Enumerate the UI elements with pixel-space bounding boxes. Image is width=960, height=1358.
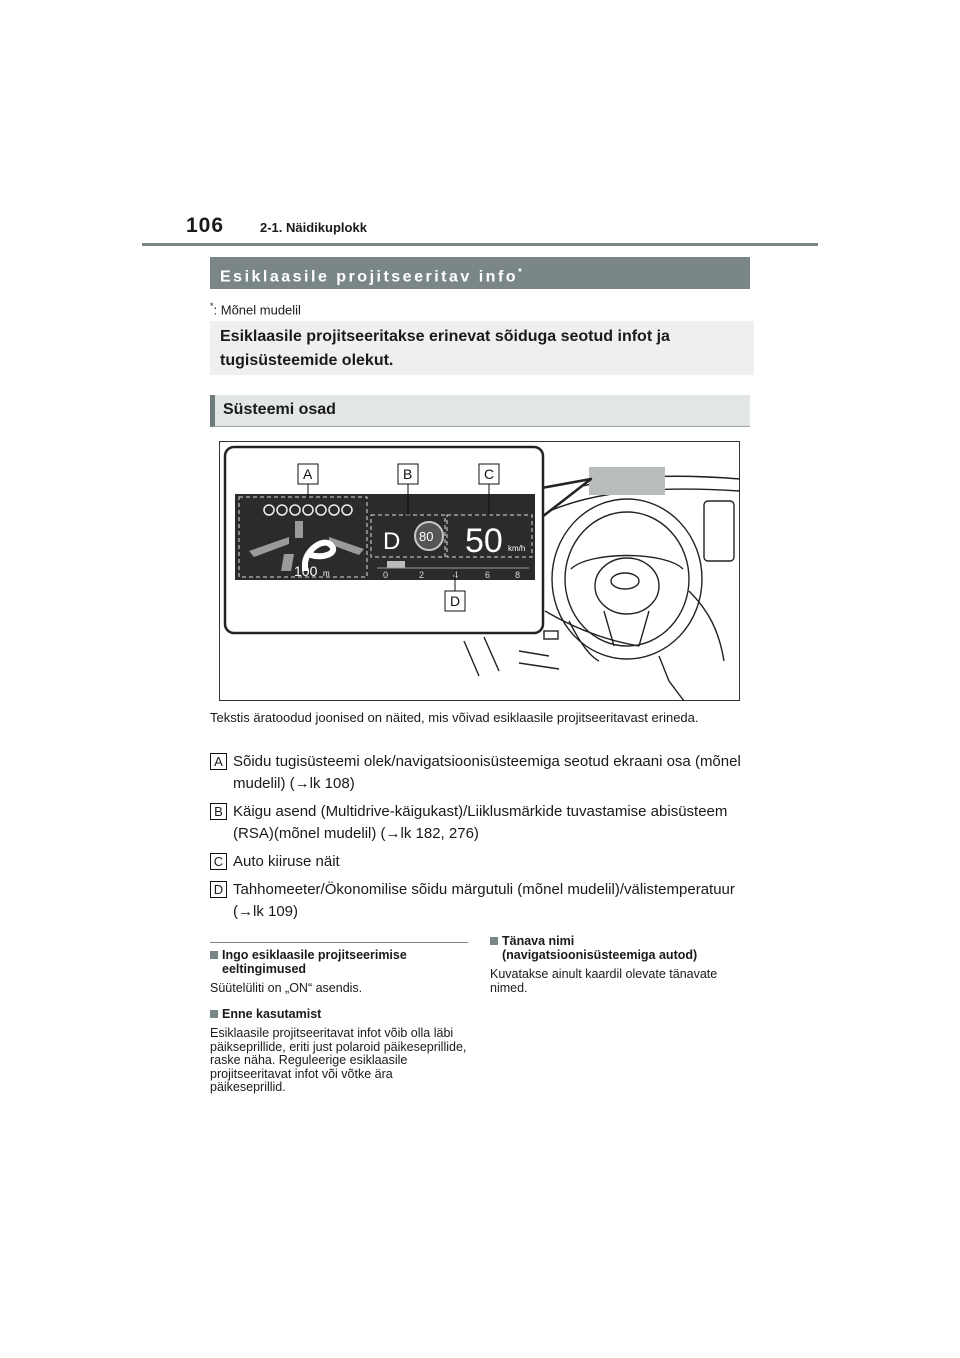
note-title: Enne kasutamist: [210, 1008, 468, 1022]
callout-d: D: [450, 593, 461, 609]
item-label: D: [210, 881, 227, 898]
footnote-text: : Mõnel mudelil: [213, 302, 301, 318]
section-title: Esiklaasile projitseeritav info: [220, 268, 519, 286]
note-text: Süütelüliti on „ON“ asendis.: [210, 981, 363, 995]
square-bullet-icon: [490, 937, 498, 945]
item-text: Sõidu tugisüsteemi olek/navigatsioonisüsteemiga seotud ekraani osa (mõnel mudelil) (→lk 108): [233, 753, 741, 792]
chapter-title: 2-1. Näidikuplokk: [260, 220, 367, 235]
section-title-mark: *: [518, 267, 522, 278]
callout-c: C: [484, 466, 495, 482]
gear-indicator: D: [383, 528, 401, 555]
note-title: Tänava nimi (navigatsioonisüsteemiga autod): [490, 935, 748, 962]
page-number: 106: [186, 214, 225, 237]
section-title-bar: [210, 257, 750, 289]
item-label: C: [210, 853, 227, 870]
item-label: A: [210, 753, 227, 770]
tach-tick-4: 4: [453, 570, 459, 580]
list-item: [210, 801, 755, 845]
tach-tick-0: 0: [383, 570, 389, 580]
list-item: [210, 879, 755, 923]
item-text: Tahhomeeter/Ökonomilise sõidu märgutuli (mõnel mudelil)/välistemperatuur (→lk 109): [233, 881, 735, 920]
column-rule: [210, 942, 468, 943]
speed-limit-sign: 80: [419, 529, 434, 544]
header-rule: [142, 243, 818, 246]
hud-figure: [219, 441, 740, 701]
callout-a: A: [303, 466, 313, 482]
note-text: Kuvatakse ainult kaardil olevate tänavate nimed.: [490, 967, 718, 995]
tach-tick-8: 8: [515, 570, 521, 580]
note-title: Ingo esiklaasile projitseerimise eeltingimused: [210, 949, 468, 976]
tach-tick-6: 6: [485, 570, 491, 580]
subsection-title: Süsteemi osad: [210, 395, 750, 427]
intro-box: Esiklaasile projitseeritakse erinevat sõiduga seotud infot ja tugisüsteemide olekut.: [210, 321, 754, 375]
item-label: B: [210, 803, 227, 820]
note-text: Esiklaasile projitseeritavat infot võib olla läbi päikseprillide, eriti just polaroid päikeseprillide, raske näha. Reguleerige esiklaasile projitseeritavat infot või võtke ära päikeseprillid.: [210, 1026, 467, 1094]
distance-value: 100: [294, 563, 318, 579]
list-item: [210, 851, 755, 873]
callout-b: B: [403, 466, 413, 482]
list-item: [210, 751, 755, 795]
distance-unit: m: [323, 569, 330, 578]
notes-left-column: [210, 942, 468, 1107]
figure-caption: Tekstis äratoodud joonised on näited, mis võivad esiklaasile projitseeritavast erineda.: [210, 710, 699, 725]
footnote: [210, 301, 301, 317]
item-text: Käigu asend (Multidrive-käigukast)/Liiklusmärkide tuvastamise abisüsteem (RSA)(mõnel mudelil) (→lk 182, 276): [233, 803, 728, 842]
notes-right-column: [490, 935, 748, 1007]
square-bullet-icon: [210, 1010, 218, 1018]
vehicle-speed: 50: [465, 522, 503, 560]
tach-tick-2: 2: [419, 570, 425, 580]
item-text: Auto kiiruse näit: [233, 853, 340, 870]
footnote-mark: *: [210, 301, 214, 311]
speed-unit: km/h: [508, 544, 526, 553]
square-bullet-icon: [210, 951, 218, 959]
